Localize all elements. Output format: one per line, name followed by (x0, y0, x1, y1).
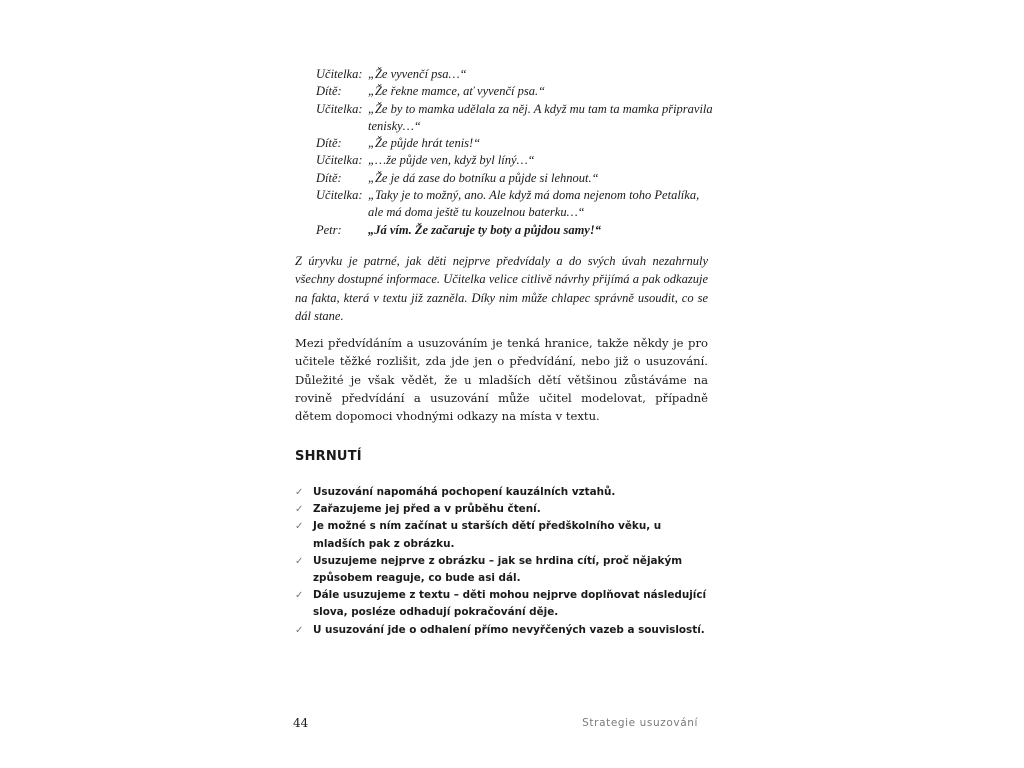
summary-item-text: Usuzujeme nejprve z obrázku – jak se hrdina cítí, proč nějakým způsobem reaguje, co bude asi dál. (313, 554, 683, 585)
dialogue-speaker: Učitelka: (316, 153, 363, 168)
body-paragraph: Mezi předvídáním a usuzováním je tenká hranice, takže někdy je pro učitele těžké rozlišit, zda jde jen o předvídání, nebo již o usuzování. Důležité je však vědět, že u mladších dětí většinou zůstáváme na rovině předvídání a usuzování může učitel modelovat, případně dětem dopomoci vhodnými odkazy na místa v textu. (295, 336, 708, 424)
dialogue-line (316, 83, 716, 100)
dialogue-line (316, 135, 716, 152)
commentary-paragraph: Z úryvku je patrné, jak děti nejprve předvídaly a do svých úvah nezahrnuly všechny dostupné informace. Učitelka velice citlivě návrhy přijímá a pak odkazuje na fakta, která v textu již zazněla. Díky nim může chlapec správně usoudit, co se dál stane. (295, 254, 708, 323)
dialogue-line (316, 187, 716, 222)
checkmark-icon: ✓ (295, 590, 304, 602)
checkmark-icon: ✓ (295, 504, 304, 516)
summary-item-text: Je možné s ním začínat u starších dětí předškolního věku, u mladších pak z obrázku. (313, 520, 662, 550)
summary-list (295, 484, 715, 639)
page-number: 44 (293, 716, 309, 730)
dialogue-line (316, 152, 716, 169)
dialogue-speaker: Dítě: (316, 170, 342, 185)
dialogue-speaker: Učitelka: (316, 67, 363, 81)
summary-item-text: Dále usuzujeme z textu – děti mohou nejprve doplňovat následující slova, posléze odhadují pokračování děje. (313, 589, 707, 619)
summary-item (295, 622, 715, 639)
dialogue-line (316, 66, 716, 83)
dialogue-text: „Já vím. Že začaruje ty boty a půjdou samy!“ (368, 222, 601, 237)
summary-item-text: Usuzování napomáhá pochopení kauzálních vztahů. (313, 486, 616, 498)
summary-heading: SHRNUTÍ (295, 449, 362, 464)
checkmark-icon: ✓ (295, 555, 304, 567)
dialogue-text: „…že půjde ven, když byl líný…“ (368, 153, 535, 168)
dialogue-line (316, 170, 716, 187)
summary-item-text: U usuzování jde o odhalení přímo nevyřčených vazeb a souvislostí. (313, 623, 705, 636)
dialogue-speaker: Učitelka: (316, 101, 363, 116)
dialogue-speaker: Dítě: (316, 84, 342, 99)
checkmark-icon: ✓ (295, 624, 304, 636)
dialogue-text: „Že půjde hrát tenis!“ (368, 136, 481, 151)
dialogue-text: „Že vyvenčí psa…“ (368, 67, 467, 81)
dialogue-text: „Že je dá zase do botníku a půjde si lehnout.“ (368, 170, 599, 185)
dialogue-speaker: Učitelka: (316, 188, 363, 203)
running-footer-title: Strategie usuzování (582, 717, 698, 729)
dialogue-text: „Že by to mamka udělala za něj. A když mu tam ta mamka připravila tenisky…“ (368, 101, 713, 133)
dialogue-line-emphasized (316, 222, 716, 239)
dialogue-excerpt (316, 66, 716, 239)
summary-item (295, 501, 715, 518)
summary-item (295, 587, 715, 621)
summary-item (295, 518, 715, 552)
summary-item (295, 553, 715, 587)
summary-item (295, 484, 715, 501)
dialogue-speaker: Dítě: (316, 136, 342, 151)
checkmark-icon: ✓ (295, 487, 304, 498)
dialogue-speaker: Petr: (316, 222, 342, 237)
dialogue-line (316, 101, 716, 136)
checkmark-icon: ✓ (295, 521, 304, 533)
summary-item-text: Zařazujeme jej před a v průběhu čtení. (313, 503, 541, 516)
dialogue-text: „Že řekne mamce, ať vyvenčí psa.“ (368, 84, 546, 99)
dialogue-text: „Taky je to možný, ano. Ale když má doma nejenom toho Petalíka, ale má doma ještě tu kouzelnou baterku…“ (368, 188, 700, 220)
